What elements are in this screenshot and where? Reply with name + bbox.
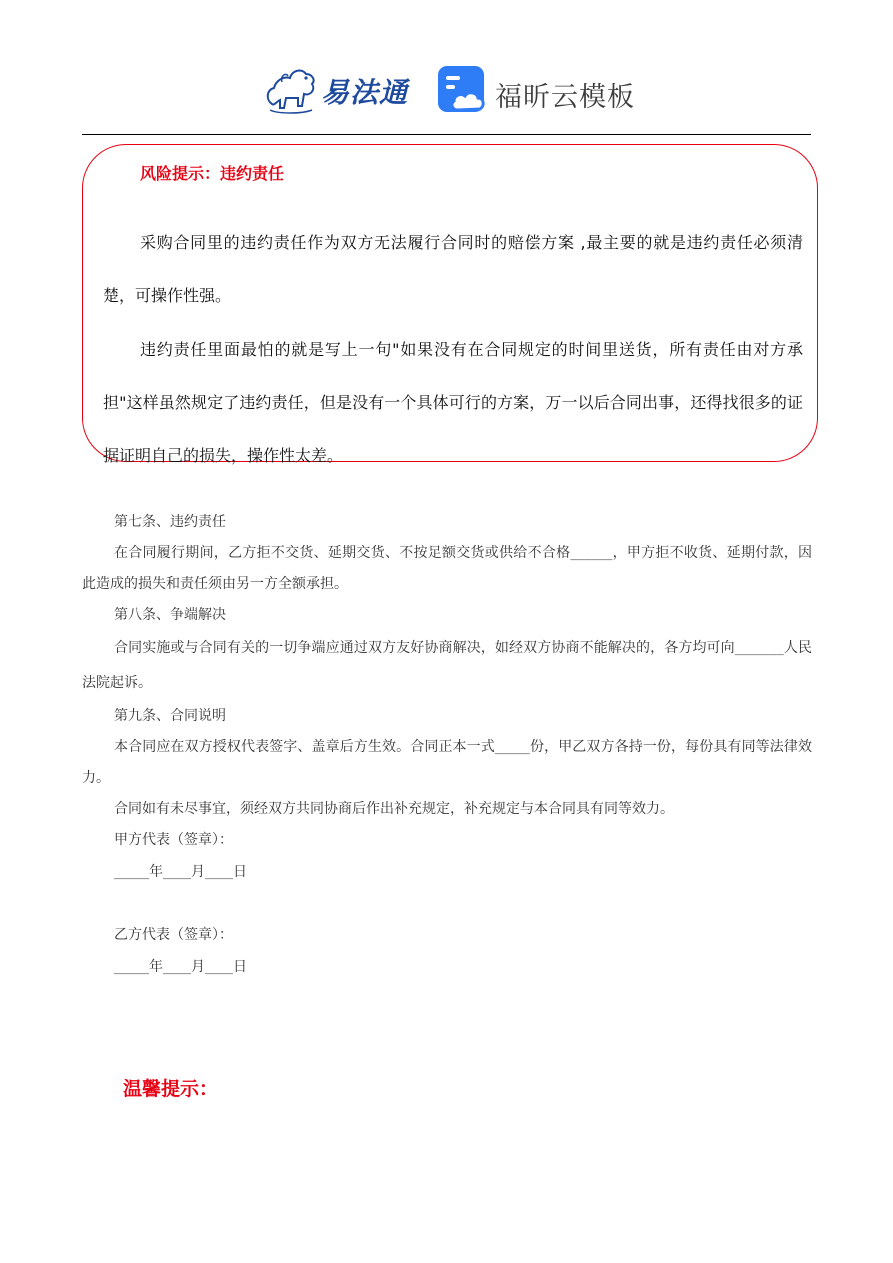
signature-spacer [82,888,812,920]
fuxin-logo-text: 福昕云模板 [495,82,635,113]
header-divider [82,134,811,135]
risk-warning-paragraph-1: 采购合同里的违约责任作为双方无法履行合同时的赔偿方案 ,最主要的就是违约责任必须清楚，可操作性强。 [103,233,803,305]
page-header [0,60,893,122]
yifatong-logo [262,60,412,120]
warm-tip-heading: 温馨提示： [123,1078,219,1100]
article-7-body: 在合同履行期间，乙方拒不交货、延期交货、不按足额交货或供给不合格______，甲方拒不收货、延期付款，因此造成的损失和责任须由另一方全额承担。 [82,545,812,592]
article-8-title: 第八条、争端解决 [114,607,226,623]
party-a-signature-label: 甲方代表（签章）： [114,832,233,848]
article-7-title: 第七条、违约责任 [114,514,226,530]
party-a-date: _____年____月____日 [114,864,247,880]
party-b-signature-label: 乙方代表（签章）： [114,927,233,943]
supplement-clause: 合同如有未尽事宜，须经双方共同协商后作出补充规定，补充规定与本合同具有同等效力。 [114,801,674,817]
yifatong-logo-text: 易法通 [321,76,409,109]
risk-warning-title: 风险提示：违约责任 [140,164,285,183]
qilin-icon [262,60,320,120]
fuxin-logo [436,64,646,120]
party-b-date: _____年____月____日 [114,959,247,975]
risk-warning-box [82,144,818,465]
article-9-body: 本合同应在双方授权代表签字、盖章后方生效。合同正本一式_____份，甲乙双方各持一份，每份具有同等法律效力。 [82,739,812,786]
contract-body [82,507,812,983]
article-8-body: 合同实施或与合同有关的一切争端应通过双方友好协商解决，如经双方协商不能解决的，各方均可向_______人民法院起诉。 [82,640,812,691]
risk-warning-paragraph-2: 违约责任里面最怕的就是写上一句"如果没有在合同规定的时间里送货，所有责任由对方承担"这样虽然规定了违约责任，但是没有一个具体可行的方案，万一以后合同出事，还得找很多的证据证明自己的损失，操作性太差。 [103,340,803,465]
article-9-title: 第九条、合同说明 [114,708,226,724]
cloud-document-icon [436,64,488,116]
